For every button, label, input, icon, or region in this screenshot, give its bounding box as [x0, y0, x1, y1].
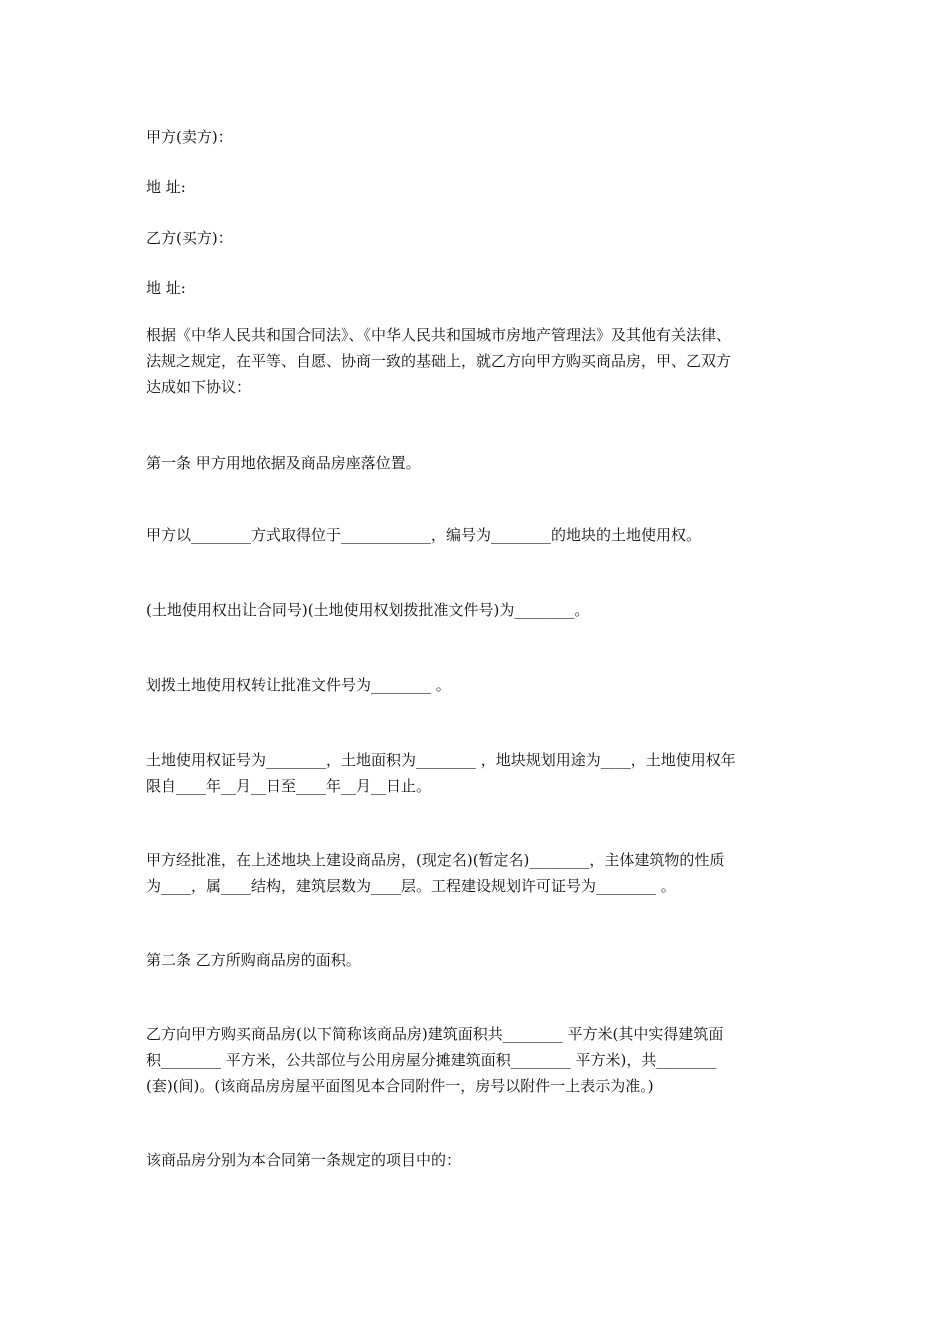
article-1-paragraph-5-line-1: 甲方经批准，在上述地块上建设商品房，(现定名)(暂定名)________，主体建筑物的性质 [146, 851, 725, 869]
article-2-paragraph-1-line-3: (套)(间)。(该商品房房屋平面图见本合同附件一，房号以附件一上表示为准。) [146, 1077, 654, 1095]
article-1-paragraph-4-line-1: 土地使用权证号为________，土地面积为________ ，地块规划用途为____，土地使用权年 [146, 751, 736, 769]
article-1-paragraph-5-line-2: 为____，属____结构，建筑层数为____层。工程建设规划许可证号为________ 。 [146, 877, 676, 895]
party-b-address: 地 址: [146, 279, 186, 297]
party-a-label: 甲方(卖方)： [146, 128, 233, 146]
preamble-line-2: 法规之规定，在平等、自愿、协商一致的基础上，就乙方向甲方购买商品房，甲、乙双方 [146, 352, 732, 370]
article-1-paragraph-3: 划拨土地使用权转让批准文件号为________ 。 [146, 676, 451, 694]
article-1-paragraph-2: (土地使用权出让合同号)(土地使用权划拨批准文件号)为________。 [146, 601, 590, 619]
preamble-line-3: 达成如下协议： [146, 378, 252, 396]
party-a-address: 地 址: [146, 178, 186, 196]
article-2-paragraph-1-line-1: 乙方向甲方购买商品房(以下简称该商品房)建筑面积共________ 平方米(其中实得建筑面 [146, 1025, 724, 1043]
article-2-title: 第二条 乙方所购商品房的面积。 [146, 951, 361, 969]
article-1-paragraph-4-line-2: 限自____年__月__日至____年__月__日止。 [146, 777, 432, 795]
preamble-line-1: 根据《中华人民共和国合同法》、《中华人民共和国城市房地产管理法》及其他有关法律、 [146, 326, 732, 344]
party-b-label: 乙方(买方)： [146, 229, 233, 247]
article-1-paragraph-1: 甲方以________方式取得位于____________，编号为________的地块的土地使用权。 [146, 526, 702, 544]
article-2-paragraph-2: 该商品房分别为本合同第一条规定的项目中的： [146, 1151, 462, 1169]
article-2-paragraph-1-line-2: 积________ 平方米，公共部位与公用房屋分摊建筑面积________ 平方米)，共________ [146, 1051, 717, 1069]
article-1-title: 第一条 甲方用地依据及商品房座落位置。 [146, 454, 421, 472]
